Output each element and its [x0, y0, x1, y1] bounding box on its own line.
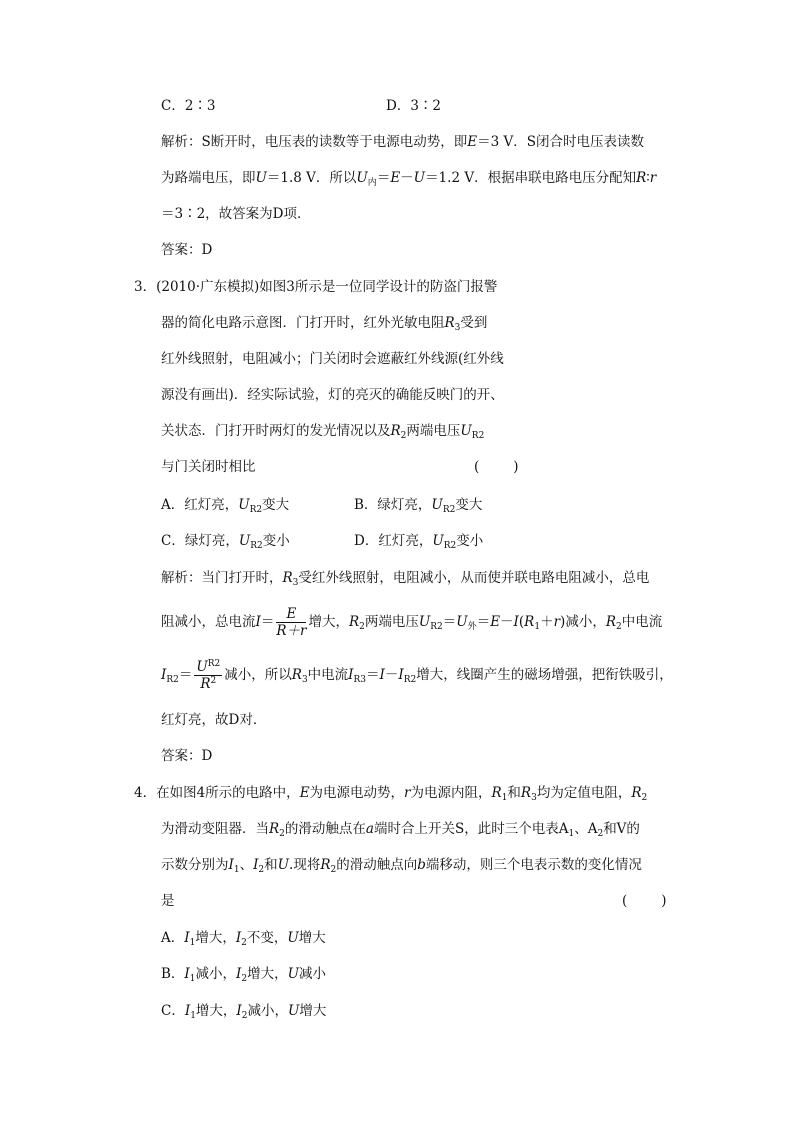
q3-line-4: 源没有画出)．经实际试验，灯的亮灭的确能反映门的开、: [161, 387, 504, 403]
q4-line-2: 为滑动变阻器．当$R_2$的滑动触点在a端时合上开关S，此时三个电表$A_1$、$A_2$和V的: [161, 821, 640, 839]
fraction-r2-current: $\frac{U^{R2}}{R^2}$: [196, 659, 221, 692]
q3-line-6: 与门关闭时相比: [161, 459, 256, 475]
q3-solution-line-2: 阻减小，总电流I＝ $\frac{E}{R+r}$ 增大，$R_2$两端电压$U_{R2}=U_外=E-I(R_1+r)$减小，$R_2$中电流: [161, 606, 663, 639]
q3-option-b: B．绿灯亮，$U_{R2}$变大: [354, 497, 483, 515]
q3-option-d: D．红灯亮，$U_{R2}$变小: [354, 533, 484, 551]
solution-line-1: 解析：S断开时，电压表的读数等于电源电动势，即E＝3 V．S闭合时电压表读数: [161, 134, 644, 150]
option-c: C．2∶3: [161, 98, 216, 114]
q4-option-a: A．$I_1$增大，$I_2$不变，U增大: [161, 930, 326, 948]
q3-solution-line-1: 解析：当门打开时，$R_3$受红外线照射，电阻减小，从而使并联电路电阻减小，总电: [161, 570, 650, 588]
q3-answer-bracket: ( ): [474, 459, 519, 475]
q3-line-2: 器的简化电路示意图．门打开时，红外光敏电阻$R_3$受到: [161, 315, 488, 333]
q4-line-4: 是: [161, 893, 175, 909]
q4-answer-bracket: ( ): [622, 893, 667, 909]
solution-line-2: 为路端电压，即U＝1.8 V．所以$U_内=E-U=1.2$ V．根据串联电路电压分配知R∶r: [161, 170, 657, 188]
answer-text: 答案：D: [161, 242, 213, 258]
fraction-total-current: $\frac{E}{R+r}$: [276, 606, 307, 639]
solution-line-3: ＝3∶2，故答案为D项．: [161, 206, 311, 222]
q4-option-c: C．$I_1$增大，$I_2$减小，U增大: [161, 1003, 327, 1021]
q4-line-3: 示数分别为$I_1$、$I_2$和U.现将$R_2$的滑动触点向b端移动，则三个电表示数的变化情况: [161, 857, 642, 875]
q4-line-1: 4．在如图4所示的电路中，E为电源电动势，r为电源内阻，$R_1$和$R_3$均为定值电阻，$R_2$: [134, 785, 648, 803]
q4-option-b: B．$I_1$减小，$I_2$增大，U减小: [161, 966, 326, 984]
q3-line-3: 红外线照射，电阻减小；门关闭时会遮蔽红外线源(红外线: [161, 351, 504, 367]
q3-option-a: A．红灯亮，$U_{R2}$变大: [161, 497, 290, 515]
q3-solution-line-3: $I_{R2}=$ $\frac{U^{R2}}{R^2}$ 减小，所以$R_3$中电流$I_{R3}=I-I_{R2}$增大，线圈产生的磁场增强，把衔铁吸引，: [161, 659, 673, 692]
q3-line-5: 关状态．门打开时两灯的发光情况以及$R_2$两端电压$U_{R2}$: [161, 423, 485, 441]
q3-solution-line-4: 红灯亮，故D对．: [161, 712, 267, 728]
option-d: D．3∶2: [386, 98, 442, 114]
q3-line-1: 3．(2010·广东模拟)如图3所示是一位同学设计的防盗门报警: [134, 279, 498, 295]
q3-answer-text: 答案：D: [161, 748, 213, 764]
q3-option-c: C．绿灯亮，$U_{R2}$变小: [161, 533, 290, 551]
